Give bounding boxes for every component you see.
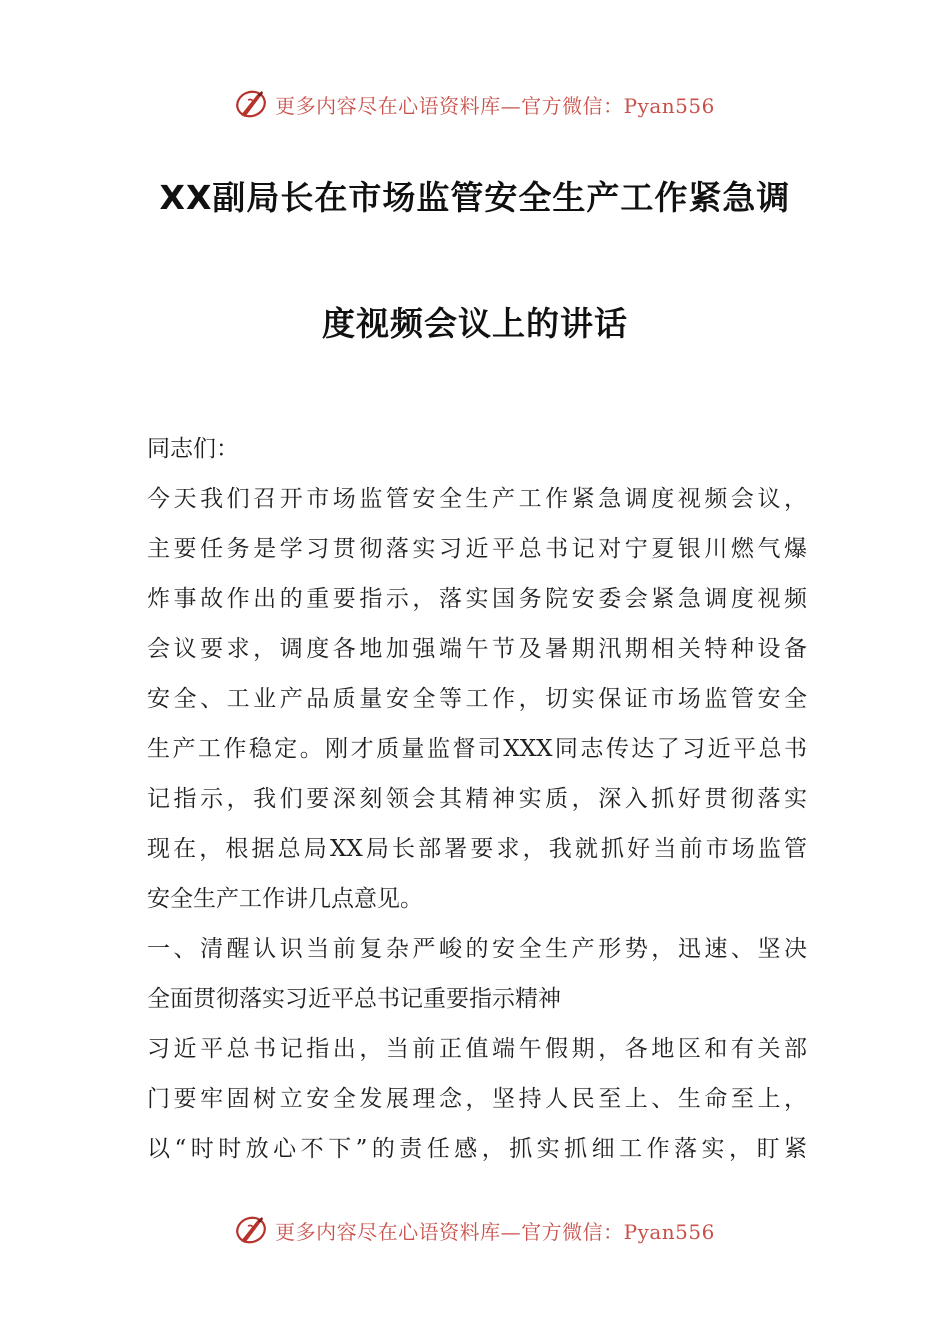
footer-banner [0, 1208, 950, 1252]
body-line: 今天我们召开市场监管安全生产工作紧急调度视频会议， [147, 486, 807, 512]
body-line: 安全生产工作讲几点意见。 [147, 886, 423, 912]
header-banner [0, 82, 950, 126]
pen-logo-icon [235, 87, 269, 121]
body-line: 现在，根据总局XX局长部署要求，我就抓好当前市场监管 [147, 836, 807, 862]
body-line: 门要牢固树立安全发展理念，坚持人民至上、生命至上， [147, 1086, 807, 1112]
body-line: 记指示，我们要深刻领会其精神实质，深入抓好贯彻落实 [147, 786, 807, 812]
body-line: 安全、工业产品质量安全等工作，切实保证市场监管安全 [147, 686, 807, 712]
footer-banner-text: 更多内容尽在心语资料库—官方微信：Pyan556 [275, 1219, 715, 1244]
section-heading-line: 一、清醒认识当前复杂严峻的安全生产形势，迅速、坚决 [147, 936, 807, 962]
page-title-line-2: 度视频会议上的讲话 [322, 304, 628, 343]
body-line: 同志们： [147, 436, 239, 462]
body-line: 会议要求，调度各地加强端午节及暑期汛期相关特种设备 [147, 636, 807, 662]
page-title-line-1: XX副局长在市场监管安全生产工作紧急调 [159, 178, 791, 217]
body-line: 主要任务是学习贯彻落实习近平总书记对宁夏银川燃气爆 [147, 536, 807, 562]
header-banner-text: 更多内容尽在心语资料库—官方微信：Pyan556 [275, 93, 715, 118]
pen-logo-icon [235, 1213, 269, 1247]
body-line: 习近平总书记指出，当前正值端午假期，各地区和有关部 [147, 1036, 807, 1062]
body-line: 生产工作稳定。刚才质量监督司XXX同志传达了习近平总书 [147, 736, 807, 762]
body-line: 以“时时放心不下”的责任感，抓实抓细工作落实，盯紧 [147, 1136, 807, 1162]
body-line: 炸事故作出的重要指示，落实国务院安委会紧急调度视频 [147, 586, 807, 612]
section-heading-line: 全面贯彻落实习近平总书记重要指示精神 [147, 986, 561, 1012]
